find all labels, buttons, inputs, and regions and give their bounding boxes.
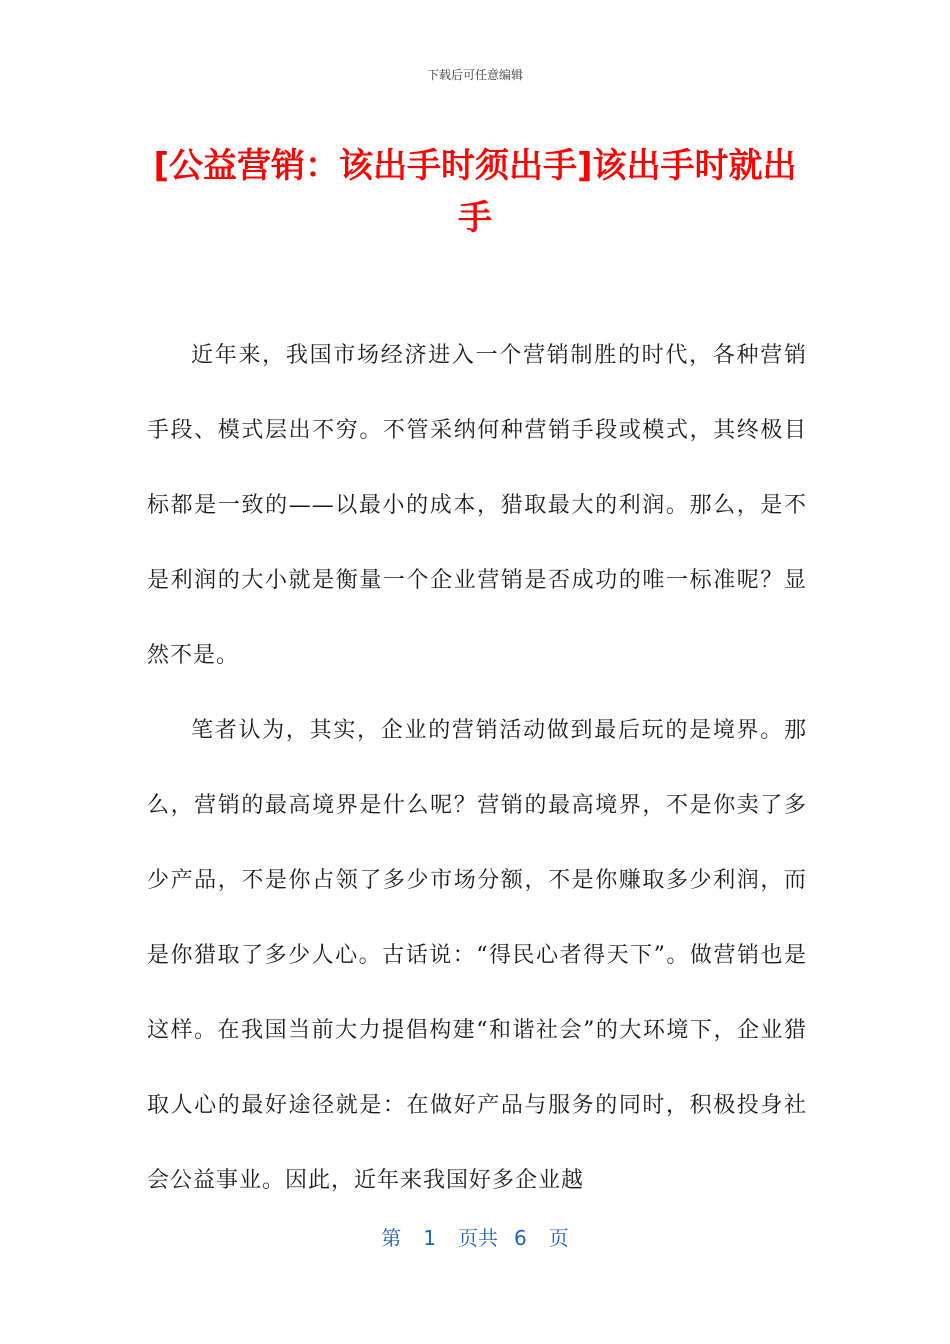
paragraph-1: 近年来，我国市场经济进入一个营销制胜的时代，各种营销手段、模式层出不穷。不管采纳何种营销手段或模式，其终极目标都是一致的——以最小的成本，猎取最大的利润。那么，是不是利润的大小就是衡量一个企业营销是否成功的唯一标准呢？显然不是。 (147, 343, 807, 668)
page-footer (0, 1224, 950, 1252)
footer-page-number: 1 (423, 1226, 436, 1250)
footer-page-prefix: 第 (381, 1226, 402, 1250)
footer-page-suffix: 页 (548, 1226, 569, 1250)
footer-page-total: 6 (514, 1226, 527, 1250)
paragraph-2: 笔者认为，其实，企业的营销活动做到最后玩的是境界。那么，营销的最高境界是什么呢？营销的最高境界，不是你卖了多少产品，不是你占领了多少市场分额，不是你赚取多少利润，而是你猎取了多少人心。古话说：“得民心者得天下”。做营销也是这样。在我国当前大力提倡构建“和谐社会”的大环境下，企业猎取人心的最好途径就是：在做好产品与服务的同时，积极投身社会公益事业。因此，近年来我国好多企业越 (147, 718, 807, 1193)
header-note: 下载后可任意编辑 (426, 68, 523, 82)
document-title: [公益营销：该出手时须出手]该出手时就出手 (153, 146, 797, 238)
document-body (147, 318, 807, 1218)
footer-page-middle: 页共 (458, 1226, 498, 1250)
